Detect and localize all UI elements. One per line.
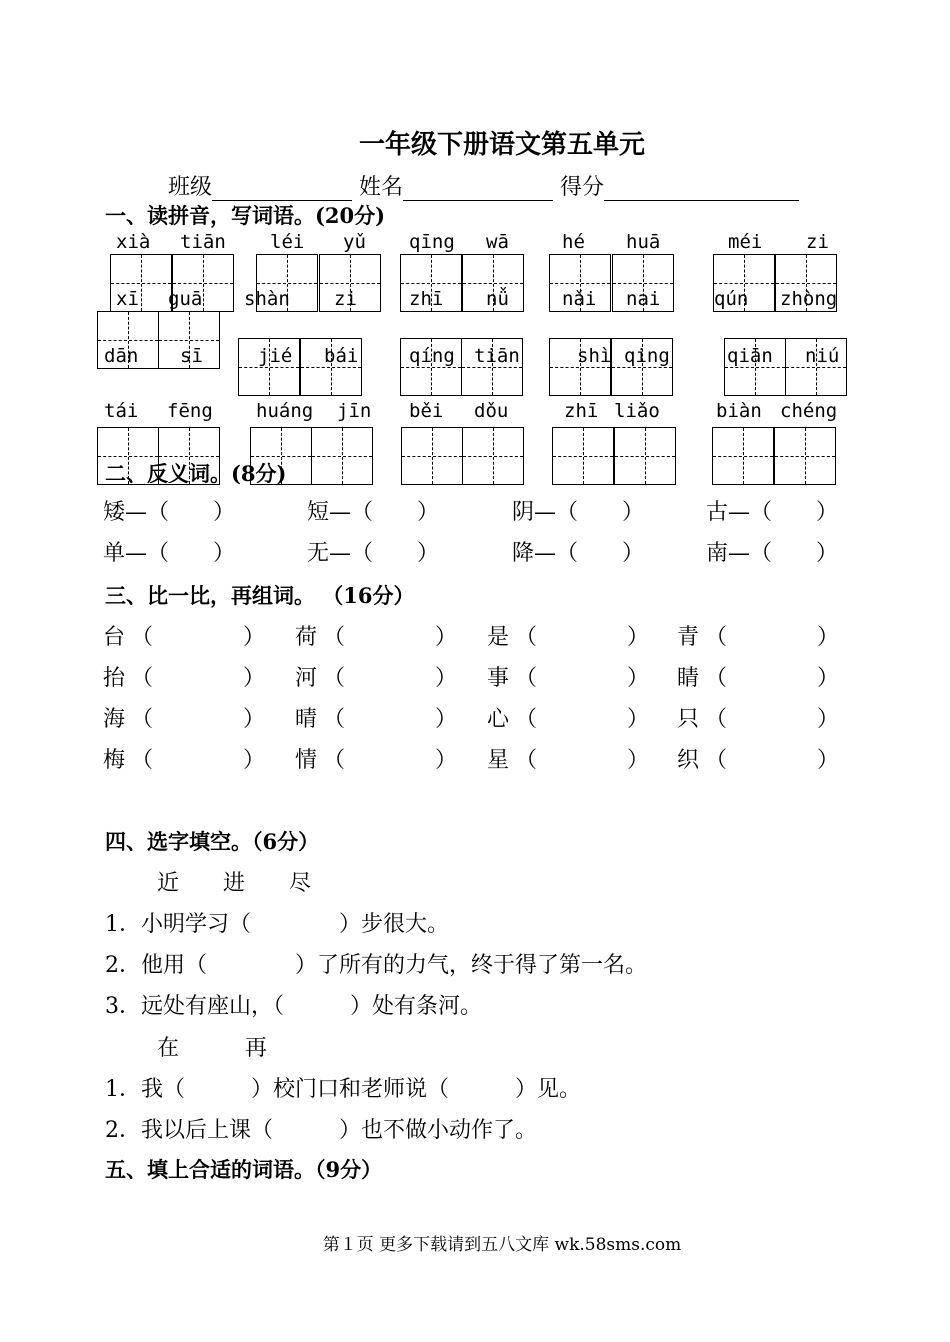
- pinyin-label: huā: [626, 231, 661, 253]
- compare-char: 海: [103, 707, 126, 732]
- pinyin-label: nǎi: [562, 288, 597, 310]
- writing-box[interactable]: [712, 427, 774, 485]
- pinyin-label: xī: [116, 288, 139, 310]
- answer-paren-close[interactable]: ）: [627, 625, 650, 650]
- sentence-item: 2．我以后上课（ ）也不做小动作了。: [105, 1118, 537, 1143]
- pinyin-label: jīn: [337, 400, 372, 422]
- pinyin-label: sī: [180, 345, 203, 367]
- compare-char: 梅: [103, 748, 126, 773]
- pinyin-label: zhī: [409, 288, 444, 310]
- pinyin-label: bái: [324, 345, 359, 367]
- pinyin-label: qing: [624, 345, 670, 367]
- word-options-1: 近 进 尽: [157, 871, 312, 896]
- sentence-item: 2．他用（ ）了所有的力气，终于得了第一名。: [105, 953, 647, 978]
- pinyin-label: tiān: [180, 231, 226, 253]
- section1-heading: 一、读拼音，写词语。(20分): [105, 203, 386, 228]
- answer-paren-open[interactable]: （: [131, 748, 154, 773]
- answer-paren-open[interactable]: （: [131, 707, 154, 732]
- antonym-item[interactable]: 无—（ ）: [307, 541, 440, 566]
- pinyin-label: biàn: [716, 400, 762, 422]
- compare-char: 是: [487, 625, 510, 650]
- writing-box[interactable]: [614, 427, 676, 485]
- pinyin-label: qíng: [409, 345, 455, 367]
- answer-paren-open[interactable]: （: [323, 625, 346, 650]
- pinyin-label: xià: [116, 231, 151, 253]
- pinyin-label: liǎo: [614, 400, 660, 422]
- pinyin-label: zi: [334, 288, 357, 310]
- pinyin-label: dān: [104, 345, 139, 367]
- info-line: [168, 170, 799, 201]
- answer-paren-close[interactable]: ）: [817, 707, 840, 732]
- page-title: 一年级下册语文第五单元: [358, 130, 645, 160]
- answer-paren-open[interactable]: （: [131, 625, 154, 650]
- compare-char: 事: [487, 666, 510, 691]
- score-field[interactable]: [604, 178, 799, 201]
- pinyin-label: qiān: [727, 345, 773, 367]
- answer-paren-open[interactable]: （: [705, 748, 728, 773]
- antonym-item[interactable]: 降—（ ）: [512, 541, 645, 566]
- pinyin-label: tiān: [474, 345, 520, 367]
- pinyin-label: shàn: [244, 288, 290, 310]
- pinyin-label: tái: [104, 400, 139, 422]
- compare-char: 只: [677, 707, 700, 732]
- pinyin-label: zhī: [564, 400, 599, 422]
- pinyin-label: qún: [714, 288, 749, 310]
- answer-paren-open[interactable]: （: [705, 666, 728, 691]
- answer-paren-open[interactable]: （: [323, 748, 346, 773]
- answer-paren-open[interactable]: （: [705, 707, 728, 732]
- answer-paren-open[interactable]: （: [515, 748, 538, 773]
- sentence-item: 3．远处有座山，（ ）处有条河。: [105, 994, 482, 1019]
- compare-char: 抬: [103, 666, 126, 691]
- pinyin-label: wā: [486, 231, 509, 253]
- compare-char: 睛: [677, 666, 700, 691]
- pinyin-label: hé: [562, 231, 585, 253]
- page-footer: 第１页 更多下载请到五八文库 wk.58sms.com: [322, 1235, 682, 1255]
- sentence-item: 1．小明学习（ ）步很大。: [105, 912, 449, 937]
- pinyin-label: běi: [409, 400, 444, 422]
- antonym-item[interactable]: 单—（ ）: [103, 541, 236, 566]
- pinyin-label: nǚ: [486, 288, 509, 310]
- section5-heading: 五、填上合适的词语。（9分）: [105, 1157, 383, 1182]
- pinyin-label: nai: [626, 288, 661, 310]
- antonym-item[interactable]: 南—（ ）: [706, 541, 839, 566]
- pinyin-label: zi: [806, 231, 829, 253]
- compare-char: 荷: [295, 625, 318, 650]
- score-label: 得分: [560, 175, 605, 200]
- antonym-item[interactable]: 古—（ ）: [706, 500, 839, 525]
- pinyin-label: fēng: [167, 400, 213, 422]
- answer-paren-close[interactable]: ）: [243, 625, 266, 650]
- answer-paren-open[interactable]: （: [323, 707, 346, 732]
- answer-paren-close[interactable]: ）: [627, 707, 650, 732]
- answer-paren-close[interactable]: ）: [435, 707, 458, 732]
- pinyin-label: léi: [270, 231, 305, 253]
- sentence-item: 1．我（ ）校门口和老师说（ ）见。: [105, 1077, 581, 1102]
- answer-paren-open[interactable]: （: [131, 666, 154, 691]
- answer-paren-close[interactable]: ）: [817, 748, 840, 773]
- writing-box[interactable]: [311, 427, 373, 485]
- answer-paren-close[interactable]: ）: [435, 748, 458, 773]
- antonym-item[interactable]: 短—（ ）: [307, 500, 440, 525]
- word-options-2: 在 再: [157, 1036, 268, 1061]
- answer-paren-open[interactable]: （: [705, 625, 728, 650]
- writing-box[interactable]: [774, 427, 836, 485]
- answer-paren-close[interactable]: ）: [243, 666, 266, 691]
- answer-paren-open[interactable]: （: [515, 666, 538, 691]
- pinyin-label: méi: [728, 231, 763, 253]
- compare-char: 星: [487, 748, 510, 773]
- pinyin-label: huáng: [256, 400, 314, 422]
- section3-heading: 三、比一比，再组词。 （16分）: [105, 583, 415, 608]
- antonym-item[interactable]: 阴—（ ）: [512, 500, 645, 525]
- compare-char: 晴: [295, 707, 318, 732]
- writing-box[interactable]: [552, 427, 614, 485]
- antonym-item[interactable]: 矮—（ ）: [103, 500, 236, 525]
- class-label: 班级: [168, 175, 213, 200]
- answer-paren-close[interactable]: ）: [627, 666, 650, 691]
- section2-heading: 二、反义词。(8分): [105, 461, 287, 486]
- compare-char: 心: [487, 707, 510, 732]
- writing-box[interactable]: [401, 427, 463, 485]
- answer-paren-close[interactable]: ）: [627, 748, 650, 773]
- compare-char: 情: [295, 748, 318, 773]
- name-label: 姓名: [359, 175, 404, 200]
- pinyin-label: guā: [168, 288, 203, 310]
- answer-paren-close[interactable]: ）: [435, 625, 458, 650]
- answer-paren-close[interactable]: ）: [243, 748, 266, 773]
- answer-paren-close[interactable]: ）: [243, 707, 266, 732]
- pinyin-label: zhòng: [780, 288, 838, 310]
- answer-paren-open[interactable]: （: [515, 625, 538, 650]
- compare-char: 青: [677, 625, 700, 650]
- pinyin-label: niú: [805, 345, 840, 367]
- pinyin-label: yǔ: [343, 231, 366, 253]
- answer-paren-close[interactable]: ）: [817, 625, 840, 650]
- answer-paren-close[interactable]: ）: [817, 666, 840, 691]
- class-field[interactable]: [212, 178, 352, 201]
- answer-paren-open[interactable]: （: [323, 666, 346, 691]
- name-field[interactable]: [403, 178, 553, 201]
- answer-paren-close[interactable]: ）: [435, 666, 458, 691]
- section4-heading: 四、选字填空。（6分）: [105, 829, 320, 854]
- compare-char: 台: [103, 625, 126, 650]
- compare-char: 河: [295, 666, 318, 691]
- pinyin-label: chéng: [780, 400, 838, 422]
- compare-char: 织: [677, 748, 700, 773]
- pinyin-label: dǒu: [474, 400, 509, 422]
- answer-paren-open[interactable]: （: [515, 707, 538, 732]
- pinyin-label: shì: [577, 345, 612, 367]
- pinyin-label: qīng: [409, 231, 455, 253]
- pinyin-label: jié: [258, 345, 293, 367]
- writing-box[interactable]: [462, 427, 524, 485]
